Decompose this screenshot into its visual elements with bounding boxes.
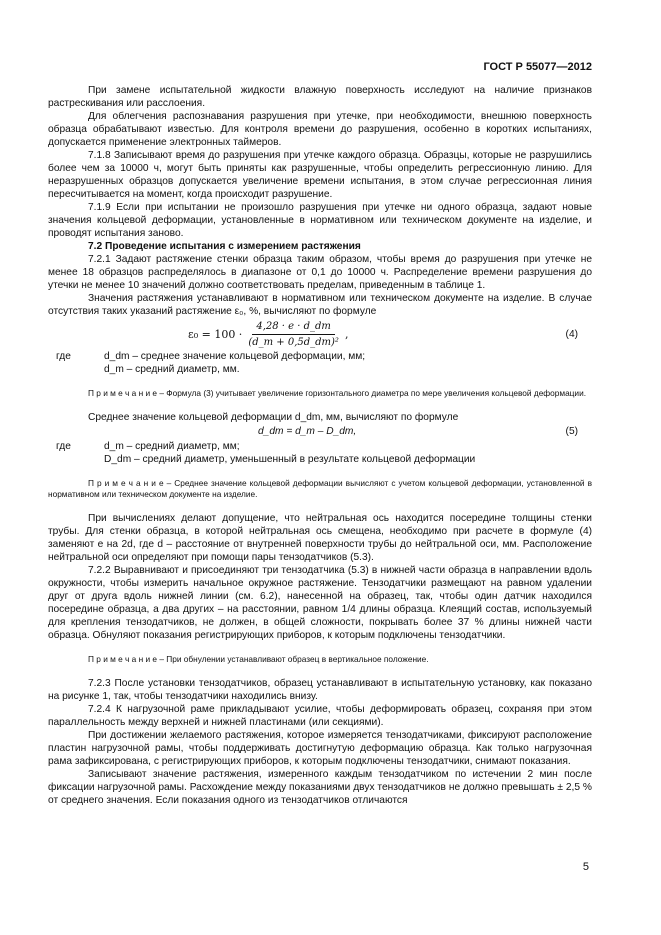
paragraph: 7.2.1 Задают растяжение стенки образца таким образом, чтобы время до разрушения при утечке не менее 18 образцов распределялось в диапазоне от 0,1 до 10000 ч. Распределение времени разрушения до утечки не менее 10 значений должно соответствовать пределам, приведенным в таблице 1. xyxy=(48,254,592,291)
paragraph: 7.2.2 Выравнивают и присоединяют три тензодатчика (5.3) в нижней части образца в направлении вдоль окружности, чтобы измерить начальное окружное растяжение. Тензодатчики размещают на равном удалении друг от друга вдоль нижней линии (см. 6.2), нанесенной на образец, так, чтобы один датчик находился посередине образца, а два других – на расстоянии, равном 1/4 длины образца. Клеящий состав, используемый для крепления тензодатчиков, не должен, в общей сложности, покрывать более 37 % длины нижней части образца. Обнуляют показания регистрирующих приборов, к которым подключены тензодатчики. xyxy=(48,565,592,641)
paragraph: При вычислениях делают допущение, что нейтральная ось находится посередине толщины стенки трубы. Для стенки образца, в которой нейтральная ось смещена, необходимо при расчете в формуле (4) заменяют e на 2d, где d – расстояние от внутренней поверхности трубы до нейтральной оси, мм. Расположение нейтральной оси определяют при помощи пары тензодатчиков (5.3). xyxy=(48,513,592,563)
note-text: – Формула (3) учитывает увеличение горизонтального диаметра по мере увеличения кольцевой деформации. xyxy=(157,388,587,398)
paragraph: При достижении желаемого растяжения, которое измеряется тензодатчиками, фиксируют расположение пластин нагрузочной рамы, чтобы поддерживать достигнутую деформацию образца. Как только нагрузочная рама зафиксирована, с регистрирующих приборов, к которым подключены тензодатчики, снимают показания. xyxy=(48,730,592,767)
document-header: ГОСТ Р 55077—2012 xyxy=(483,61,592,73)
formula-5 xyxy=(48,424,592,440)
formula-denominator: (d_m + 0,5d_dm)² xyxy=(248,337,339,348)
paragraph: Записывают значение растяжения, измеренного каждым тензодатчиком по истечении 2 мин после фиксации нагрузочной рамы. Расхождение между показаниями двух тензодатчиков не должно превышать ± 2,5 % от среднего значения. Если показания одного из тензодатчиков отличаются xyxy=(48,769,592,806)
paragraph: Значения растяжения устанавливают в нормативном или техническом документе на изделие. В случае отсутствия таких указаний растяжение ε₀, %, вычисляют по формуле xyxy=(48,293,592,317)
definitions xyxy=(48,350,592,376)
definition-item: d_dm – среднее значение кольцевой деформации, мм; xyxy=(104,351,366,362)
page-body xyxy=(48,84,592,807)
formula-number: (5) xyxy=(565,426,578,437)
note-label: П р и м е ч а н и е xyxy=(88,478,164,488)
paragraph: Для облегчения распознавания разрушения при утечке, при необходимости, внешнюю поверхность образца обрабатывают известью. Для контроля времени до разрушения, особенно в коротких испытаниях, допускается применение электронных таймеров. xyxy=(48,111,592,148)
note xyxy=(48,654,592,665)
definition-item: d_m – средний диаметр, мм. xyxy=(104,364,240,375)
formula-number: (4) xyxy=(565,329,578,340)
note-label: П р и м е ч а н и е xyxy=(88,654,158,664)
paragraph: 7.2.3 После установки тензодатчиков, образец устанавливают в испытательную установку, как показано на рисунке 1, так, чтобы тензодатчики находились внизу. xyxy=(48,678,592,702)
definition-item: D_dm – средний диаметр, уменьшенный в результате кольцевой деформации xyxy=(104,454,476,465)
note-label: П р и м е ч а н и е xyxy=(88,388,158,398)
formula-4 xyxy=(48,318,592,350)
note-text: – Среднее значение кольцевой деформации вычисляют с учетом кольцевой деформации, установленной в нормативном или техническом документе на изделие. xyxy=(48,478,593,499)
note-text: – При обнулении устанавливают образец в вертикальное положение. xyxy=(157,654,429,664)
definition-item: d_m – средний диаметр, мм; xyxy=(104,441,240,452)
paragraph: 7.2.4 К нагрузочной раме прикладывают усилие, чтобы деформировать образец, сохраняя при этом параллельность между верхней и нижней пластинами (или секциями). xyxy=(48,704,592,728)
formula-body: d_dm = d_m – D_dm, xyxy=(258,426,357,437)
formula-fraction xyxy=(248,320,339,349)
formula-numerator: 4,28 · e · d_dm xyxy=(252,320,335,335)
section-heading: 7.2 Проведение испытания с измерением растяжения xyxy=(88,241,361,252)
paragraph: 7.1.9 Если при испытании не произошло разрушения при утечке ни одного образца, задают новые значения кольцевой деформации, установленные в нормативном или техническом документе на изделие, и проводят испытания заново. xyxy=(48,202,592,239)
where-label: где xyxy=(56,351,71,362)
note xyxy=(48,478,592,500)
paragraph: Среднее значение кольцевой деформации d_dm, мм, вычисляют по формуле xyxy=(88,412,459,423)
formula-lhs: ε₀ = 100 · xyxy=(188,328,243,341)
paragraph: При замене испытательной жидкости влажную поверхность исследуют на наличие признаков растрескивания или расслоения. xyxy=(48,85,592,109)
note xyxy=(48,388,592,399)
formula-tail: , xyxy=(344,328,349,341)
definitions xyxy=(48,440,592,466)
page-number: 5 xyxy=(582,861,589,873)
where-label: где xyxy=(56,441,71,452)
paragraph: 7.1.8 Записывают время до разрушения при утечке каждого образца. Образцы, которые не разрушились более чем за 10000 ч, могут быть приняты как разрушенные, чтобы определить регрессионную линию. Для неразрушенных образцов допускается увеличение времени испытания, в этом случае регрессионная линия пересчитывается на момент, когда происходит разрушение. xyxy=(48,150,592,200)
